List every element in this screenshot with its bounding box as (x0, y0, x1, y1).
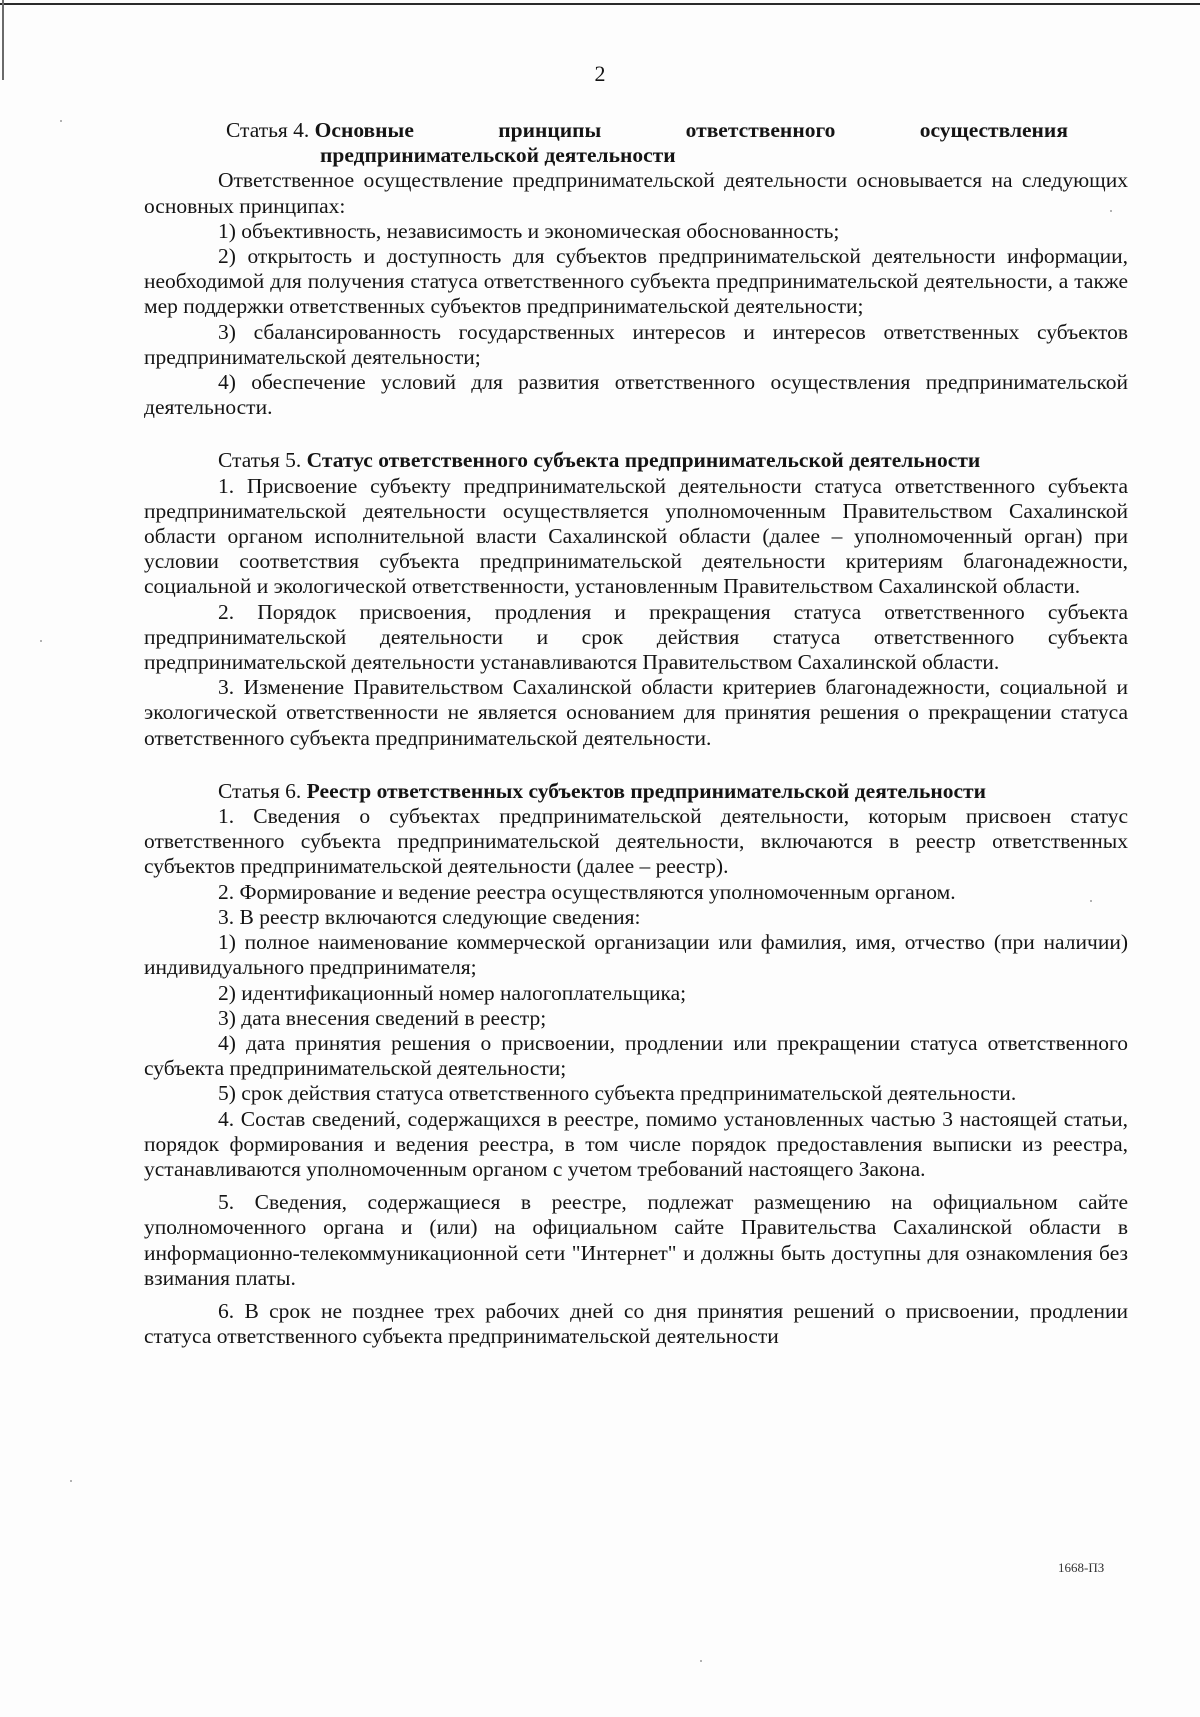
paragraph: 3) дата внесения сведений в реестр; (218, 1005, 547, 1030)
paragraph: 1) полное наименование коммерческой организации или фамилия, имя, отчество (при наличии) индивидуального предпринимателя; (144, 930, 1128, 980)
paragraph: Ответственное осуществление предпринимательской деятельности основывается на следующих основных принципах: (144, 168, 1128, 218)
page-number: 2 (594, 61, 606, 86)
article-6 (144, 779, 1128, 1349)
paragraph: 4) обеспечение условий для развития ответственного осуществления предпринимательской деятельности. (144, 370, 1128, 420)
scan-speck (1110, 210, 1112, 212)
article-4-title-word: Основные (314, 118, 414, 142)
paragraph: 5. Сведения, содержащиеся в реестре, подлежат размещению на официальном сайте уполномоченного органа и (или) на официальном сайте Правительства Сахалинской области в информационно-телекоммуникационной сети "Интернет" и должны быть доступны для ознакомления без взимания платы. (144, 1190, 1128, 1290)
article-5-heading (144, 448, 1128, 473)
scan-speck (70, 1480, 72, 1482)
paragraph: 2) идентификационный номер налогоплательщика; (218, 980, 687, 1005)
article-5-prefix: Статья 5. (218, 448, 302, 473)
article-4-title-line2: предпринимательской деятельности (320, 143, 676, 168)
paragraph: 1. Присвоение субъекту предпринимательской деятельности статуса ответственного субъекта предпринимательской деятельности осуществляется уполномоченным Правительством Сахалинской области органом исполнительной власти Сахалинской области (далее – уполномоченный орган) при условии соответствия субъекта предпринимательской деятельности критериям благонадежности, социальной и экологической ответственности, установленным Правительством Сахалинской области. (144, 473, 1128, 599)
document-code: 1668-ПЗ (1058, 1560, 1105, 1575)
scan-speck (1090, 900, 1092, 902)
paragraph: 2. Порядок присвоения, продления и прекращения статуса ответственного субъекта предпринимательской деятельности и срок действия статуса ответственного субъекта предпринимательской деятельности устанавливаются Правительством Сахалинской области. (144, 599, 1128, 675)
paragraph: 1) объективность, независимость и экономическая обоснованность; (218, 218, 840, 243)
paragraph: 2) открытость и доступность для субъектов предпринимательской деятельности информации, необходимой для получения статуса ответственного субъекта предпринимательской деятельности, а также мер поддержки ответственных субъектов предпринимательской деятельности; (144, 244, 1128, 319)
scan-speck (700, 1660, 702, 1662)
scan-speck (60, 120, 62, 122)
article-4-title-word: ответственного (685, 118, 836, 142)
paragraph: 5) срок действия статуса ответственного субъекта предпринимательской деятельности. (218, 1081, 1017, 1106)
paragraph: 2. Формирование и ведение реестра осуществляются уполномоченным органом. (218, 879, 956, 904)
scan-top-border (0, 3, 1200, 5)
scan-speck (40, 640, 42, 642)
article-4-title-word: осуществления (919, 118, 1068, 142)
paragraph: 1. Сведения о субъектах предпринимательской деятельности, которым присвоен статус ответственного субъекта предпринимательской деятельности, включаются в реестр ответственных субъектов предпринимательской деятельности (далее – реестр). (144, 804, 1128, 879)
paragraph: 4) дата принятия решения о присвоении, продлении или прекращении статуса ответственного субъекта предпринимательской деятельности; (144, 1030, 1128, 1081)
article-6-prefix: Статья 6. (218, 778, 302, 803)
article-4-prefix: Статья 4. (226, 118, 310, 142)
paragraph: 3. В реестр включаются следующие сведения: (218, 904, 641, 929)
article-6-title: Реестр ответственных субъектов предпринимательской деятельности (306, 778, 986, 803)
article-5 (144, 448, 1128, 750)
paragraph: 3. Изменение Правительством Сахалинской области критериев благонадежности, социальной и экологической ответственности не является основанием для принятия решения о прекращении статуса ответственного субъекта предпринимательской деятельности. (144, 675, 1128, 750)
document-body (144, 118, 1128, 1349)
paragraph: 4. Состав сведений, содержащихся в реестре, помимо установленных частью 3 настоящей статьи, порядок формирования и ведения реестра, в том числе порядок предоставления выписки из реестра, устанавливаются уполномоченным органом с учетом требований настоящего Закона. (144, 1106, 1128, 1181)
article-4 (144, 118, 1128, 420)
article-5-title: Статус ответственного субъекта предпринимательской деятельности (306, 448, 981, 473)
article-6-heading (144, 779, 1128, 804)
paragraph: 6. В срок не позднее трех рабочих дней со дня принятия решений о присвоении, продлении статуса ответственного субъекта предпринимательской деятельности (144, 1298, 1128, 1349)
article-4-title-word: принципы (498, 118, 602, 142)
paragraph: 3) сбалансированность государственных интересов и интересов ответственных субъектов предпринимательской деятельности; (144, 319, 1128, 369)
article-4-heading (144, 118, 1128, 143)
